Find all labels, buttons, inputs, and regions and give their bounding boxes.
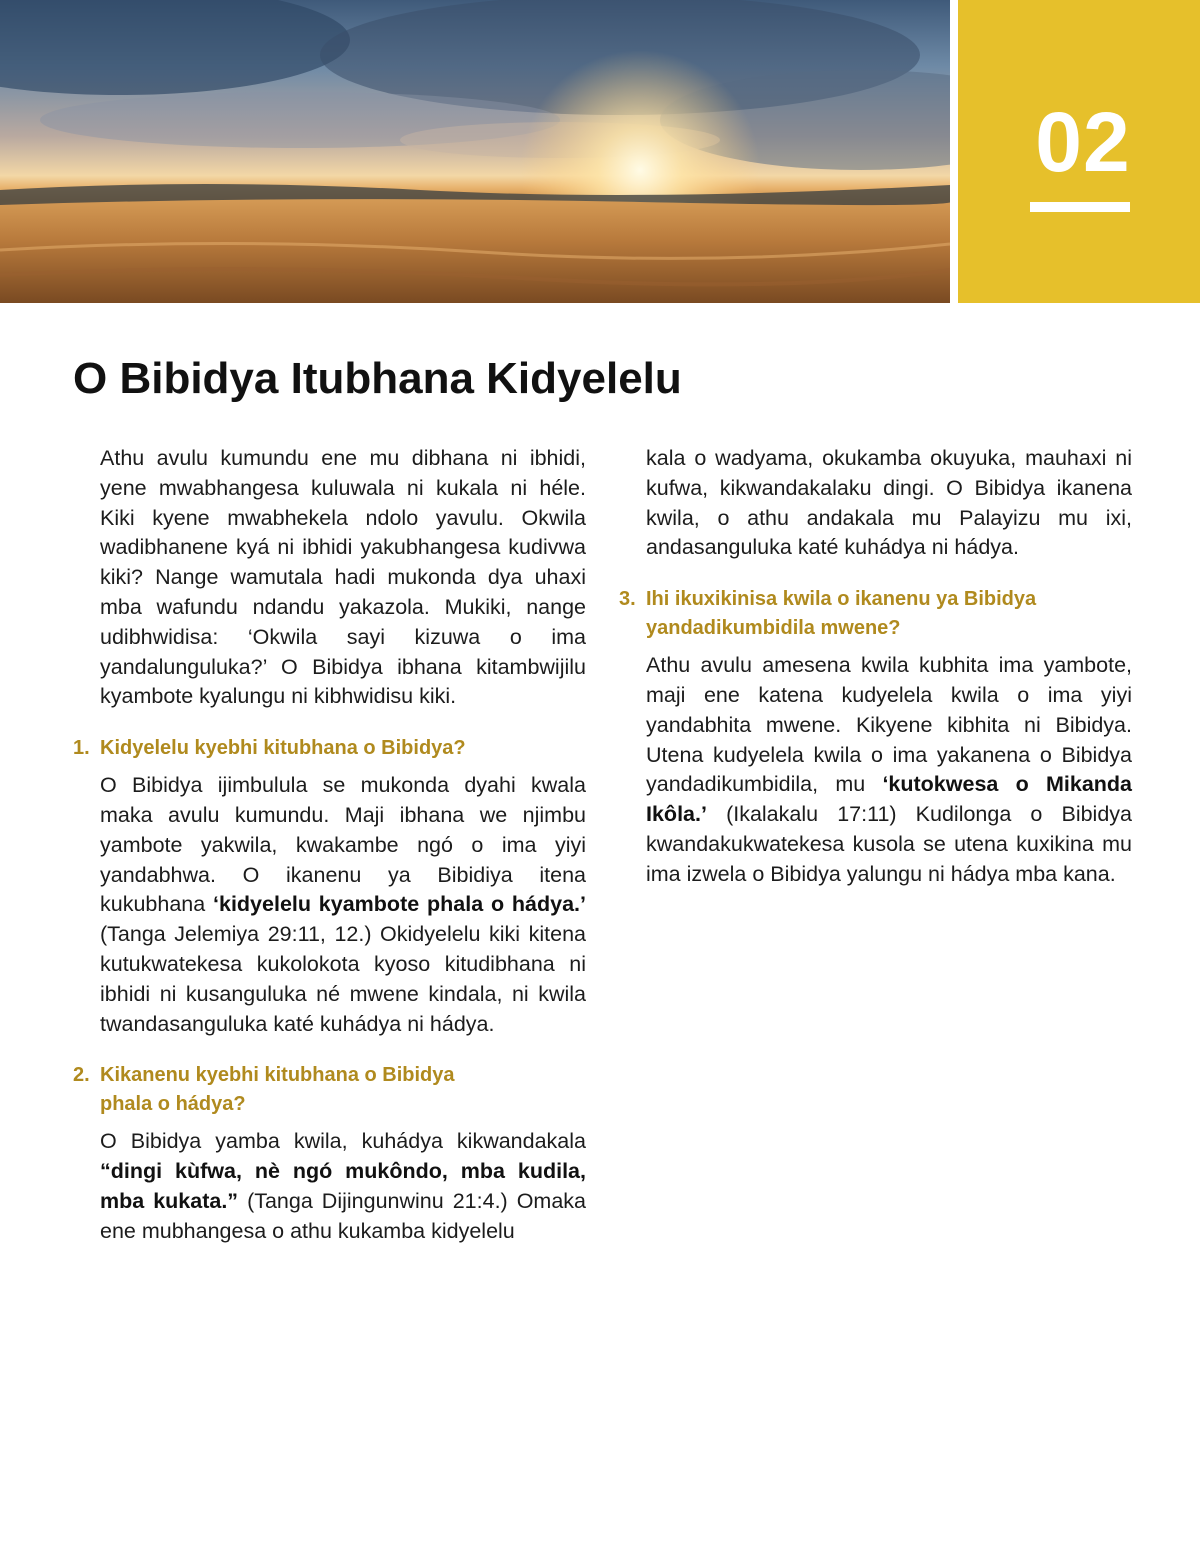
answer-3-text-a: Athu avulu amesena kwila kubhita ima yambote, maji ene katena kudyelela kwila o ima yiyi yandabhita mwene. Kikyene kibhita ni Bibidya. Utena kudyelela kwila o ima yakanena o Bibidya yandadikumbidila, mu [646,653,1132,797]
lesson-number: 02 [1035,95,1131,189]
question-1-number: 1. [73,737,90,760]
answer-1-emphasis: ‘kidyelelu kyambote phala o hádya.’ [213,892,586,917]
question-3-number: 3. [619,588,636,611]
question-2-text-line1: Kikanenu kyebhi kitubhana o Bibidya [100,1064,455,1087]
question-2-heading [73,1061,586,1119]
answer-1-text-a: O Bibidya ijimbulula se mukonda dyahi kwala maka avulu kumundu. Maji ibhana we njimbu yambote yakwila, kwakambe ngó o ima yiyi yandabhwa. O ikanenu ya Bibidiya itena kukubhana [100,773,586,917]
right-column [619,444,1132,890]
lesson-number-badge [958,0,1200,303]
answer-3-paragraph [646,651,1132,889]
landscape-illustration [0,0,950,303]
page-title: O Bibidya Itubhana Kidyelelu [73,354,682,403]
question-1-heading [73,734,586,763]
answer-2-paragraph [100,1127,586,1246]
answer-3-emphasis: ‘kutokwesa o Mikanda Ikôla.’ [646,772,1132,827]
intro-paragraph: Athu avulu kumundu ene mu dibhana ni ibhidi, yene mwabhangesa kuluwala ni kukala ni héle. Kiki kyene mwabhekela ndolo yavulu. Okwila wadibhanene kyá ni ibhidi yakubhangesa kudivwa kiki? Nange wamutala hadi mukonda dya uhaxi mba wafundu ndandu yakazola. Mukiki, nange udibhwidisa: ‘Okwila sayi kizuwa o ima yandalunguluka?’ O Bibidya ibhana kitambwijilu kyambote kyalungu ni kibhwidisu kiki. [100,446,586,709]
question-1-text: Kidyelelu kyebhi kitubhana o Bibidya? [100,737,466,760]
question-3-heading [619,585,1132,643]
answer-2-text-a: O Bibidya yamba kwila, kuhádya kikwandakala [100,1129,586,1154]
answer-2-emphasis: “dingi kùfwa, nè ngó mukôndo, mba kudila, mba kukata.” [100,1159,586,1213]
badge-underline [1030,202,1130,212]
answer-3-text-b: (Ikalakalu 17:11) Kudilonga o Bibidya kwandakukwatekesa kusola se utena kuxikina mu ima izwela o Bibidya yalungu ni hádya mba kana. [646,802,1132,886]
question-3-text-line1: Ihi ikuxikinisa kwila o ikanenu ya Bibidya [646,588,1037,611]
hero-photo-wheat-field-sunset [0,0,950,303]
question-3-text-line2: yandadikumbidila mwene? [646,617,901,640]
question-2-text-line2: phala o hádya? [100,1093,246,1116]
question-2-number: 2. [73,1064,90,1087]
answer-1-paragraph [100,771,586,1039]
answer-1-text-b: (Tanga Jelemiya 29:11, 12.) Okidyelelu kiki kitena kutukwatekesa kukolokota kyoso kitudibhana ni ibhidi ni kusanguluka né mwene kindala, ni kwila twandasanguluka katé kuhádya ni hádya. [100,922,586,1036]
left-column [73,444,586,1247]
answer-2-continued: kala o wadyama, okukamba okuyuka, mauhaxi ni kufwa, kikwandakalaku dingi. O Bibidya ikanena kwila, o athu andakala mu Palayizu mu ixi, andasanguluka katé kuhádya ni hádya. [646,446,1132,560]
answer-2-text-b: (Tanga Dijingunwinu 21:4.) Omaka ene mubhangesa o athu kukamba kidyelelu [100,1188,586,1243]
